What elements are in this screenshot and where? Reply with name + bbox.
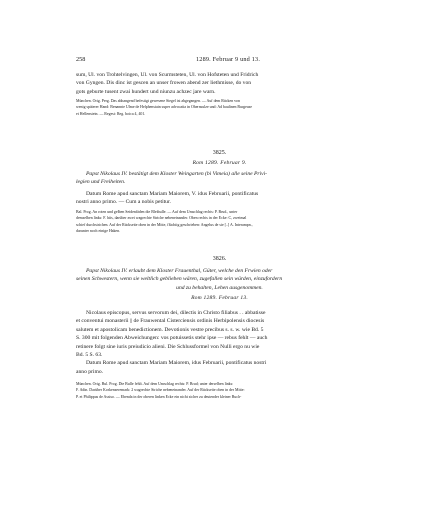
page-header (76, 56, 361, 66)
note-line: F. Adin. Darüber Korkenzeremark: 2 wagrechte Striche nebeneinander. Auf der Rückseite oben in der Mitte: (76, 388, 245, 393)
note-line: München. Orig. Bul. Prog. Die Bulle fehlt. Auf dem Umschlag rechts: P. Brud; unter derselben links: (76, 382, 234, 386)
document-3825-number: 3825. (212, 150, 227, 156)
document-3826-text (76, 309, 363, 376)
document-3825-date: Rom 1289. Februar 9. (192, 160, 247, 166)
note-line: schief durchstrichen. Auf der Rückseite oben in der Mitte, flüchtig geschrieben: Angelus de sie [..] A. Interampn., (76, 222, 253, 227)
text-line: anno primo. (76, 368, 104, 375)
title-line: Papst Nikolaus IV. erlaubt dem Kloster Frauenthal, Güter, welche den Frwien oder (86, 268, 273, 274)
title-line: seinen Schwestern, wenn sie weltlich geblieben wären, zugefallen sein würden, einzufordern (76, 276, 283, 283)
title-line: Papst Nikolaus IV. bestätigt dem Kloster Weingarten (bi Vimeia) alle seine Privi- (86, 171, 268, 177)
document-3825-text (76, 190, 363, 207)
previous-document-notes (76, 98, 363, 117)
previous-document-text (76, 71, 363, 96)
text-line: et conventui monasterii || de Frauwental Cisterciensis ordinis Herbipolensis diocesis (76, 318, 265, 325)
note-line: et Hellenstein. — Regest: Reg. boica 4, 401. (76, 111, 146, 116)
running-date-header: 1289. Februar 9 und 13. (196, 56, 261, 63)
title-line: legien und Freiheiten. (76, 179, 126, 186)
note-line: München. Orig. Perg. Das abhangend befestigt gewesene Siegel ist abgegangen. — Auf dem Rücken von (76, 99, 240, 103)
text-line: Datum Rome apud sanctam Mariam Maiorem, idus Februarii, pontificatus nostri (86, 360, 267, 367)
document-3825-notes (76, 209, 363, 234)
title-line: und zu behalten, Lehen ausgenommen. (176, 284, 263, 291)
note-line: darunter noch einige Haken. (76, 228, 121, 233)
page-number: 258 (76, 56, 86, 63)
document-3826-notes (76, 381, 363, 400)
note-line: Bal. Prog. An roten und gelben Seidenfäden die Bleibulle. — Auf dem Umschlag rechts: P. Brud., unter (76, 210, 238, 214)
note-line: wenig späterer Hand: Benannte Ulme de Helphenstain super advocatia in Ohernsulze und: Ad baulinen Burgeuse (76, 105, 253, 110)
document-3826-title (76, 267, 363, 292)
text-line: Datum Rome apud sanctam Mariam Maiorem, V. idus Februarii, pontificatus (86, 191, 259, 197)
text-line: Bd. 5 S. 63. (76, 352, 103, 359)
text-line: Nicolaus episcopus, servus servorum dei, dilectis in Christo filiabus . . abbatisse (86, 310, 266, 316)
text-line: salutem et apostolicam benedictionem. Devotionis vestre precibus s. s. w. wie Bd. 5 (76, 326, 264, 333)
text-line: gots geburte tusent zwai hundert und niunzu achzec jare warn. (76, 88, 216, 95)
document-3826-date: Rom 1289. Februar 13. (191, 295, 248, 301)
document-3825-title (76, 170, 363, 187)
note-line: P. et Philippus de Assiso. — Ebenda in der oberen linken Ecke ein nicht sicher zu deutender kleiner Buch- (76, 394, 242, 399)
text-line: von Gyngen. Dis dinc ist gescen an unser frowen abend zer liethmisse, do von (76, 80, 252, 87)
text-line: sum, Ul. von Trohtelvingen, Ul. von Scurmsteten, Ul. von Hofsteten und Fridrich (76, 72, 259, 78)
text-line: nostri anno primo. — Cum a nobis petitur. (76, 199, 171, 206)
text-line: retinere folgt sine iuris preiudicio alieni. Die Schlussformel von Nulli ergo nu wie (76, 343, 260, 350)
note-line: demselben links: F. hiis, darüber zwei wagrechte Striche nebeneinander. Oben rechts in der Ecke: C, zweimal (76, 216, 247, 221)
document-3826-number: 3826. (212, 256, 227, 262)
text-line: S. 300 mit folgenden Abweichungen: vos potuissetis stehr ipse — rebus fehlt — auch (76, 335, 268, 342)
